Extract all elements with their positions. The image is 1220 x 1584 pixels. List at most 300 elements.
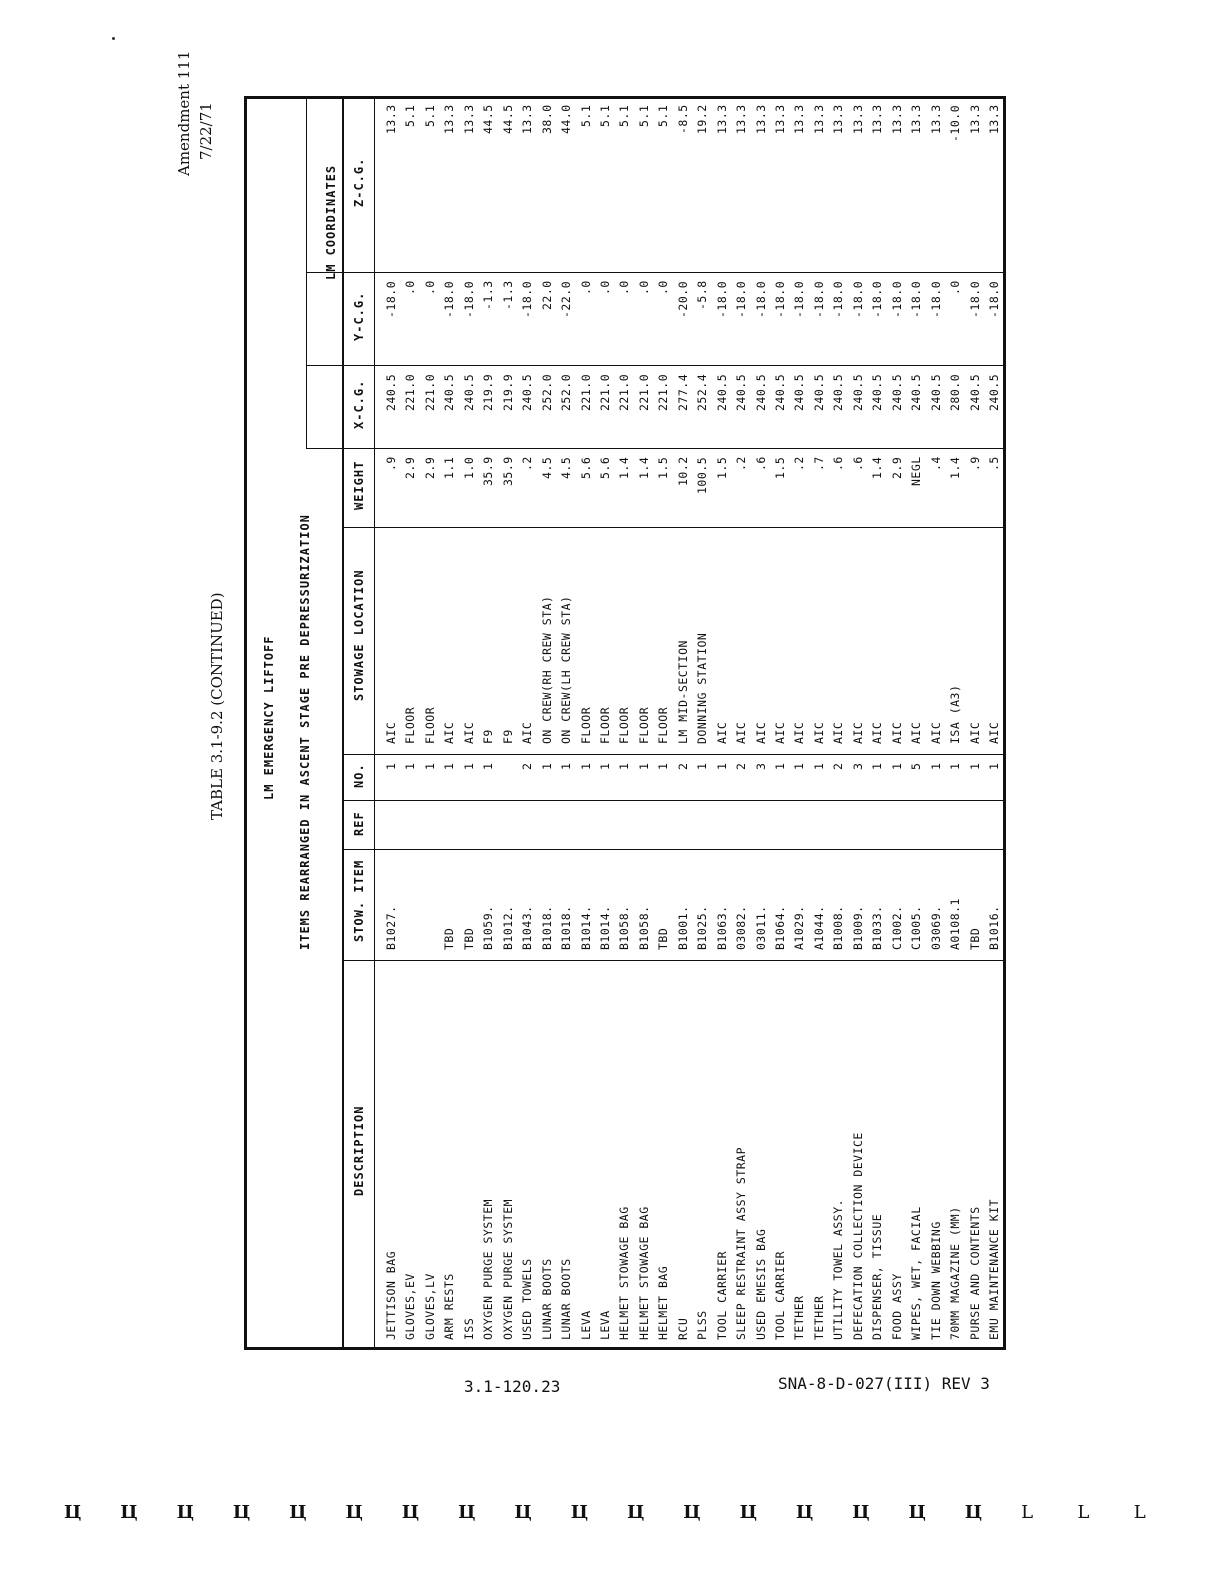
cell-stow-item: B1008. [831,905,846,950]
cell-weight: 1.4 [636,456,651,479]
cell-stowage-location: AIC [909,721,924,744]
cell-description: DISPENSER, TISSUE [870,1213,885,1340]
cell-y-cg: -18.0 [384,280,398,318]
header-stowage-location: STOWAGE LOCATION [352,568,366,701]
cell-x-cg: 240.5 [384,373,398,411]
table-title-line1: LM EMERGENCY LIFTOFF [262,635,276,800]
cell-stowage-location: AIC [773,721,787,744]
table-title: TABLE 3.1-9.2 (CONTINUED) [208,592,226,820]
cell-no: 3 [753,762,768,770]
cell-x-cg: 240.5 [967,373,982,411]
cell-description: USED EMESIS BAG [753,1228,768,1340]
cell-weight: 1.5 [773,456,787,479]
scan-speck [112,37,115,40]
cell-no: 1 [578,762,593,770]
header-stow-item: STOW. ITEM [352,859,366,942]
cell-weight: 1.4 [870,456,885,479]
amendment-label: Amendment 111 [175,50,193,176]
cell-x-cg: 277.4 [675,373,690,411]
cell-z-cg: 13.3 [753,104,768,135]
tally-mark: L [1021,1502,1034,1523]
cell-stowage-location: FLOOR [617,706,632,744]
cell-stowage-location: ISA (A3) [948,684,963,744]
cell-stow-item: B1058. [617,905,632,950]
cell-stow-item: B1058. [636,905,651,950]
cell-x-cg: 240.5 [714,373,729,411]
cell-x-cg: 240.5 [870,373,885,411]
tally-mark: L [1133,1502,1146,1523]
cell-stowage-location: FLOOR [422,706,437,744]
cell-stowage-location: FLOOR [656,706,671,744]
cell-x-cg: 221.0 [617,373,632,411]
cell-z-cg: 5.1 [636,104,651,127]
cell-stow-item: B1001. [675,905,690,950]
cell-description: UTILITY TOWEL ASSY. [831,1198,846,1340]
cell-stowage-location: AIC [870,721,885,744]
column-separator [342,800,1006,801]
cell-weight: 1.4 [617,456,632,479]
cell-stow-item: B1016. [986,905,1001,950]
cell-y-cg: 22.0 [539,280,554,311]
cell-description: LUNAR BOOTS [559,1258,574,1340]
tally-mark: Ц [176,1502,194,1523]
cell-x-cg: 240.5 [850,373,865,411]
header-x-cg: X-C.G. [352,379,366,429]
cell-z-cg: 13.3 [889,104,904,135]
cell-no: 1 [870,762,885,770]
tally-mark: Ц [570,1502,589,1523]
cell-y-cg: -18.0 [850,280,865,318]
cell-y-cg: -18.0 [734,280,749,318]
cell-x-cg: 221.0 [636,373,651,411]
cell-stowage-location: AIC [831,721,846,744]
cell-weight: .7 [811,456,826,472]
cell-weight: 4.5 [539,456,554,479]
cell-description: TOOL CARRIER [773,1250,787,1340]
cell-stow-item: C1002. [889,905,904,950]
footer-doc-id: SNA-8-D-027(III) REV 3 [778,1374,990,1393]
cell-y-cg: .0 [636,280,651,296]
cell-y-cg: .0 [656,280,671,296]
tally-mark: Ц [795,1502,814,1523]
cell-stow-item: TBD [967,927,982,950]
cell-y-cg: -18.0 [870,280,885,318]
cell-no: 1 [559,762,574,770]
coords-separator [306,448,342,449]
cell-x-cg: 219.9 [481,373,496,411]
cell-description: GLOVES,EV [403,1273,418,1340]
cell-weight: .2 [520,456,535,472]
cell-weight: 35.9 [481,456,496,487]
cell-description: GLOVES,LV [422,1273,437,1340]
cell-z-cg: 13.3 [773,104,787,135]
cell-description: 70MM MAGAZINE (MM) [948,1206,963,1340]
cell-z-cg: 13.3 [384,104,398,135]
header-z-cg: Z-C.G. [352,157,366,207]
cell-x-cg: 252.0 [559,373,574,411]
cell-description: JETTISON BAG [384,1250,398,1340]
cell-x-cg: 240.5 [909,373,924,411]
cell-stowage-location: AIC [889,721,904,744]
cell-description: LEVA [597,1310,612,1340]
cell-no: 1 [811,762,826,770]
cell-x-cg: 240.5 [928,373,943,411]
cell-stowage-location: FLOOR [597,706,612,744]
cell-stow-item: B1014. [578,905,593,950]
cell-z-cg: 13.3 [520,104,535,135]
cell-description: WIPES, WET, FACIAL [909,1206,924,1340]
cell-y-cg: .0 [597,280,612,296]
cell-y-cg: -18.0 [889,280,904,318]
cell-z-cg: -10.0 [948,104,963,142]
cell-description: TETHER [811,1295,826,1340]
cell-weight: 5.6 [578,456,593,479]
cell-no: 1 [384,762,398,770]
cell-description: LEVA [578,1310,593,1340]
cell-stow-item: TBD [461,927,476,950]
cell-x-cg: 219.9 [500,373,515,411]
cell-x-cg: 221.0 [578,373,593,411]
cell-y-cg: -18.0 [753,280,768,318]
cell-x-cg: 252.0 [539,373,554,411]
cell-x-cg: 240.5 [520,373,535,411]
cell-description: FOOD ASSY [889,1273,904,1340]
tally-mark: Ц [739,1502,757,1523]
cell-no: 1 [695,762,710,770]
cell-y-cg: -18.0 [773,280,787,318]
cell-description: USED TOWELS [520,1258,535,1340]
cell-description: PURSE AND CONTENTS [967,1206,982,1340]
cell-stow-item: A1029. [792,905,807,950]
cell-no: 1 [481,762,496,770]
cell-stowage-location: AIC [442,721,457,744]
cell-weight: .4 [928,456,943,472]
cell-y-cg: -18.0 [967,280,982,318]
cell-stowage-location: AIC [520,721,535,744]
column-separator [306,448,1006,449]
cell-weight: NEGL [909,456,924,487]
cell-y-cg: -5.8 [695,280,710,311]
cell-stowage-location: F9 [500,729,515,744]
header-y-cg: Y-C.G. [352,291,366,341]
cell-no: 3 [850,762,865,770]
cell-x-cg: 240.5 [986,373,1001,411]
cell-no: 2 [734,762,749,770]
cell-weight: 2.9 [889,456,904,479]
cell-weight: 1.0 [461,456,476,479]
cell-no: 1 [986,762,1001,770]
cell-stow-item: B1009. [850,905,865,950]
cell-no: 1 [928,762,943,770]
cell-weight: 1.5 [656,456,671,479]
cell-no: 1 [773,762,787,770]
cell-x-cg: 221.0 [656,373,671,411]
cell-z-cg: 5.1 [656,104,671,127]
cell-stow-item: 03011. [753,905,768,950]
cell-no: 1 [403,762,418,770]
cell-stowage-location: AIC [850,721,865,744]
cell-z-cg: 13.3 [714,104,729,135]
cell-description: HELMET BAG [656,1265,671,1340]
cell-stowage-location: AIC [461,721,476,744]
cell-stowage-location: AIC [734,721,749,744]
cell-z-cg: 19.2 [695,104,710,135]
cell-z-cg: 13.3 [928,104,943,135]
cell-y-cg: .0 [403,280,418,296]
cell-stow-item: C1005. [909,905,924,950]
column-separator [306,365,1006,366]
tally-mark: Ц [64,1502,82,1523]
cell-stow-item: B1063. [714,905,729,950]
coords-divider [306,96,307,448]
column-separator [306,272,1006,273]
cell-y-cg: -1.3 [481,280,496,311]
cell-weight: .9 [967,456,982,472]
cell-z-cg: 44.5 [481,104,496,135]
cell-description: HELMET STOWAGE BAG [617,1206,632,1340]
cell-z-cg: 13.3 [734,104,749,135]
cell-no: 1 [442,762,457,770]
cell-stow-item: B1027. [384,905,398,950]
cell-y-cg: -18.0 [792,280,807,318]
cell-no: 5 [909,762,924,770]
cell-weight: 4.5 [559,456,574,479]
cell-y-cg: -18.0 [461,280,476,318]
cell-stowage-location: AIC [986,721,1001,744]
cell-stow-item: B1033. [870,905,885,950]
tally-mark: Ц [683,1502,701,1523]
cell-stowage-location: ON CREW(RH CREW STA) [539,595,554,744]
cell-no: 1 [889,762,904,770]
cell-stow-item: B1064. [773,905,787,950]
cell-stow-item: B1012. [500,905,515,950]
cell-y-cg: -18.0 [442,280,457,318]
cell-y-cg: -18.0 [986,280,1001,318]
cell-y-cg: -18.0 [909,280,924,318]
tally-mark: Ц [852,1502,870,1523]
cell-description: TETHER [792,1295,807,1340]
cell-description: HELMET STOWAGE BAG [636,1206,651,1340]
cell-stowage-location: FLOOR [403,706,418,744]
cell-stow-item: 03082. [734,905,749,950]
tally-mark: Ц [514,1502,532,1523]
cell-y-cg: .0 [578,280,593,296]
tally-mark: Ц [964,1502,983,1523]
table-title-line2: ITEMS REARRANGED IN ASCENT STAGE PRE DEPRESSURIZATION [298,514,312,950]
tally-mark: Ц [345,1502,363,1523]
cell-no: 1 [636,762,651,770]
cell-z-cg: -8.5 [675,104,690,135]
cell-x-cg: 240.5 [831,373,846,411]
cell-z-cg: 5.1 [597,104,612,127]
tally-mark: Ц [627,1502,645,1523]
cell-stowage-location: DONNING STATION [695,632,710,744]
cell-stowage-location: AIC [928,721,943,744]
cell-x-cg: 221.0 [422,373,437,411]
cell-weight: 2.9 [403,456,418,479]
cell-y-cg: -18.0 [928,280,943,318]
cell-weight: .9 [384,456,398,472]
cell-stowage-location: AIC [384,721,398,744]
cell-no: 2 [831,762,846,770]
cell-no: 2 [520,762,535,770]
header-ref: REF [352,811,366,836]
cell-z-cg: 5.1 [403,104,418,127]
cell-z-cg: 13.3 [986,104,1001,135]
cell-z-cg: 13.3 [831,104,846,135]
film-tally-strip [0,1502,1220,1530]
cell-stow-item: B1014. [597,905,612,950]
cell-y-cg: -18.0 [714,280,729,318]
cell-no: 1 [461,762,476,770]
cell-z-cg: 13.3 [792,104,807,135]
cell-y-cg: -20.0 [675,280,690,318]
cell-x-cg: 240.5 [734,373,749,411]
cell-weight: .6 [850,456,865,472]
cell-stow-item: B1018. [539,905,554,950]
column-separator [342,527,1006,528]
tally-mark: Ц [908,1502,926,1523]
cell-stowage-location: AIC [714,721,729,744]
cell-stowage-location: ON CREW(LH CREW STA) [559,595,574,744]
cell-description: ARM RESTS [442,1273,457,1340]
cell-stow-item: A1044. [811,905,826,950]
cell-z-cg: 44.0 [559,104,574,135]
cell-weight: 5.6 [597,456,612,479]
column-separator [342,754,1006,755]
cell-y-cg: -1.3 [500,280,515,311]
cell-description: DEFECATION COLLECTION DEVICE [850,1132,865,1340]
cell-z-cg: 13.3 [461,104,476,135]
cell-stowage-location: AIC [811,721,826,744]
cell-weight: 1.1 [442,456,457,479]
cell-description: OXYGEN PURGE SYSTEM [481,1198,496,1340]
cell-no: 1 [539,762,554,770]
cell-x-cg: 240.5 [773,373,787,411]
cell-y-cg: -18.0 [811,280,826,318]
tally-mark: L [1077,1502,1090,1523]
cell-z-cg: 5.1 [617,104,632,127]
cell-y-cg: .0 [617,280,632,296]
cell-y-cg: .0 [422,280,437,296]
cell-stowage-location: AIC [792,721,807,744]
cell-stowage-location: FLOOR [578,706,593,744]
cell-z-cg: 5.1 [422,104,437,127]
cell-weight: .2 [792,456,807,472]
amendment-date: 7/22/71 [197,102,215,160]
cell-description: SLEEP RESTRAINT ASSY STRAP [734,1146,749,1340]
cell-no: 1 [792,762,807,770]
cell-weight: 1.4 [948,456,963,479]
cell-stow-item: 03069. [928,905,943,950]
cell-z-cg: 13.3 [850,104,865,135]
cell-stow-item: B1025. [695,905,710,950]
cell-stow-item: B1059. [481,905,496,950]
cell-stowage-location: AIC [753,721,768,744]
header-no: NO. [352,763,366,789]
cell-no: 1 [656,762,671,770]
cell-description: TIE DOWN WEBBING [928,1221,943,1340]
cell-no: 1 [714,762,729,770]
cell-x-cg: 221.0 [403,373,418,411]
cell-y-cg: -18.0 [520,280,535,318]
cell-x-cg: 240.5 [889,373,904,411]
cell-y-cg: -18.0 [831,280,846,318]
header-description: DESCRIPTION [352,1105,366,1197]
cell-stow-item: B1018. [559,905,574,950]
tally-mark: Ц [289,1502,307,1523]
cell-weight: 1.5 [714,456,729,479]
cell-weight: 10.2 [675,456,690,487]
column-separator [342,960,1006,961]
cell-x-cg: 221.0 [597,373,612,411]
cell-x-cg: 280.0 [948,373,963,411]
cell-no: 2 [675,762,690,770]
footer-page-number: 3.1-120.23 [464,1377,561,1396]
column-separator [342,849,1006,850]
cell-stow-item: B1043. [520,905,535,950]
cell-z-cg: 44.5 [500,104,515,135]
cell-description: RCU [675,1317,690,1340]
cell-description: TOOL CARRIER [714,1250,729,1340]
cell-y-cg: .0 [948,280,963,296]
cell-z-cg: 13.3 [442,104,457,135]
cell-description: EMU MAINTENANCE KIT [986,1198,1001,1340]
cell-no: 1 [617,762,632,770]
cell-weight: 35.9 [500,456,515,487]
cell-z-cg: 13.3 [870,104,885,135]
tally-mark: Ц [401,1502,420,1523]
cell-weight: 2.9 [422,456,437,479]
cell-no: 1 [967,762,982,770]
cell-description: PLSS [695,1310,710,1340]
cell-weight: .6 [831,456,846,472]
cell-stow-item: TBD [656,927,671,950]
coords-label: LM COORDINATES [324,164,338,280]
cell-weight: .6 [753,456,768,472]
cell-description: ISS [461,1317,476,1340]
tally-mark: Ц [232,1502,251,1523]
tally-mark: Ц [458,1502,476,1523]
header-weight: WEIGHT [352,460,366,510]
cell-weight: 100.5 [695,456,710,494]
cell-description: OXYGEN PURGE SYSTEM [500,1198,515,1340]
cell-stowage-location: FLOOR [636,706,651,744]
cell-x-cg: 240.5 [792,373,807,411]
cell-x-cg: 252.4 [695,373,710,411]
cell-weight: .2 [734,456,749,472]
cell-no: 1 [422,762,437,770]
cell-stowage-location: AIC [967,721,982,744]
column-header-divider [374,96,375,1350]
cell-no: 1 [597,762,612,770]
cell-x-cg: 240.5 [461,373,476,411]
cell-z-cg: 5.1 [578,104,593,127]
cell-stowage-location: LM MID-SECTION [675,640,690,744]
cell-z-cg: 13.3 [909,104,924,135]
cell-stow-item: A0108.1 [948,898,963,950]
cell-weight: .5 [986,456,1001,472]
cell-stowage-location: F9 [481,729,496,744]
cell-x-cg: 240.5 [811,373,826,411]
cell-x-cg: 240.5 [753,373,768,411]
cell-stow-item: TBD [442,927,457,950]
cell-description: LUNAR BOOTS [539,1258,554,1340]
cell-z-cg: 38.0 [539,104,554,135]
cell-x-cg: 240.5 [442,373,457,411]
header-divider [342,96,344,1350]
cell-no: 1 [948,762,963,770]
